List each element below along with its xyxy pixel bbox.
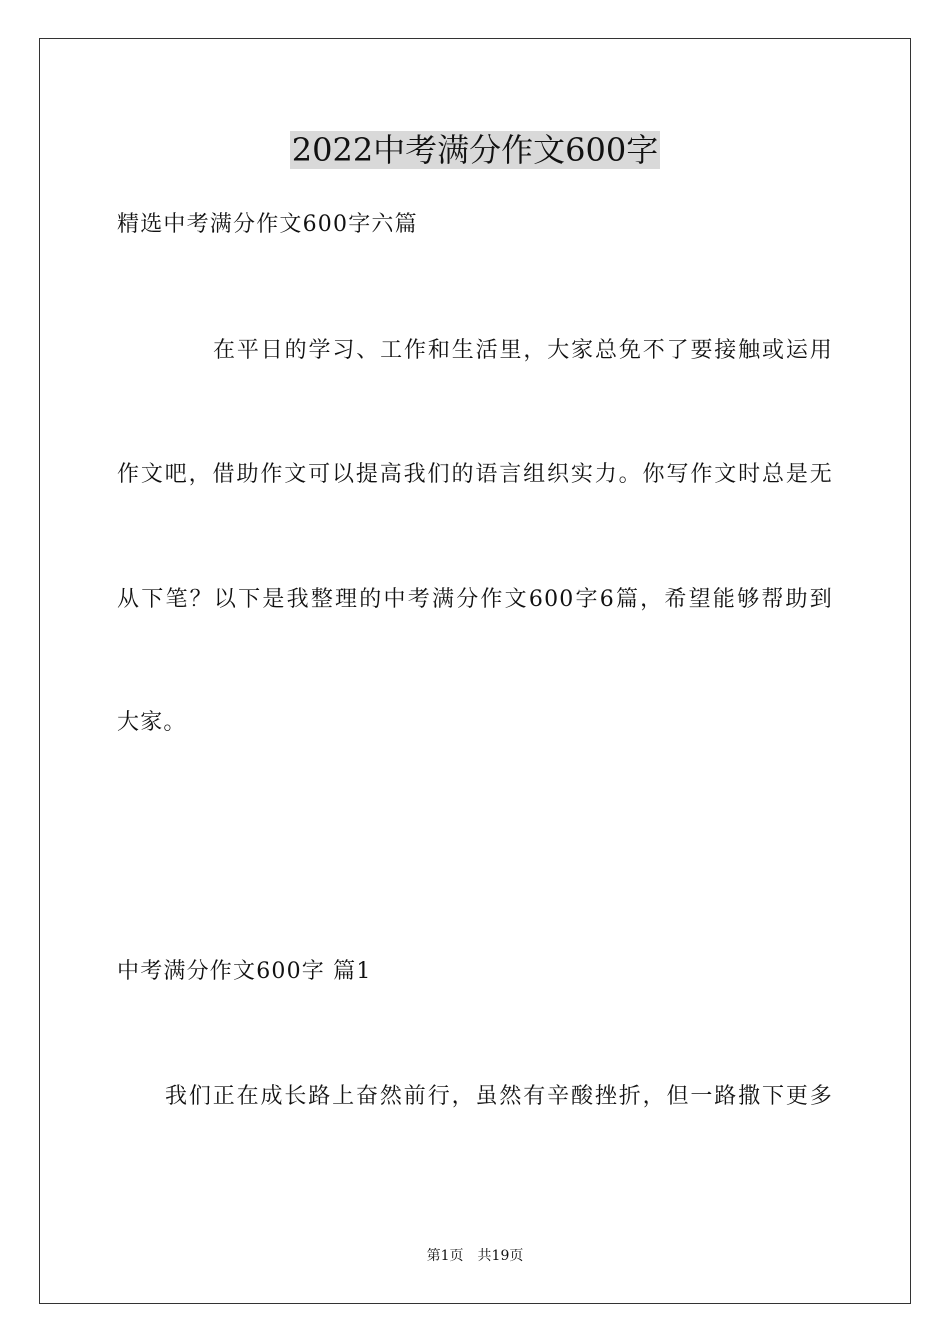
document-title: 2022中考满分作文600字: [291, 131, 659, 169]
intro-line-3: 从下笔？以下是我整理的中考满分作文600字6篇，希望能够帮助到: [117, 587, 833, 612]
section-paragraph-line-1: 我们正在成长路上奋然前行，虽然有辛酸挫折，但一路撒下更多: [165, 1084, 833, 1109]
page-number: 第1页 共19页: [426, 1248, 524, 1264]
intro-line-2: 作文吧，借助作文可以提高我们的语言组织实力。你写作文时总是无: [117, 462, 833, 487]
intro-line-4: 大家。: [117, 710, 187, 735]
document-subtitle: 精选中考满分作文600字六篇: [117, 212, 418, 237]
intro-line-1: 在平日的学习、工作和生活里，大家总免不了要接触或运用: [213, 338, 833, 363]
section-heading: 中考满分作文600字 篇1: [117, 959, 372, 984]
